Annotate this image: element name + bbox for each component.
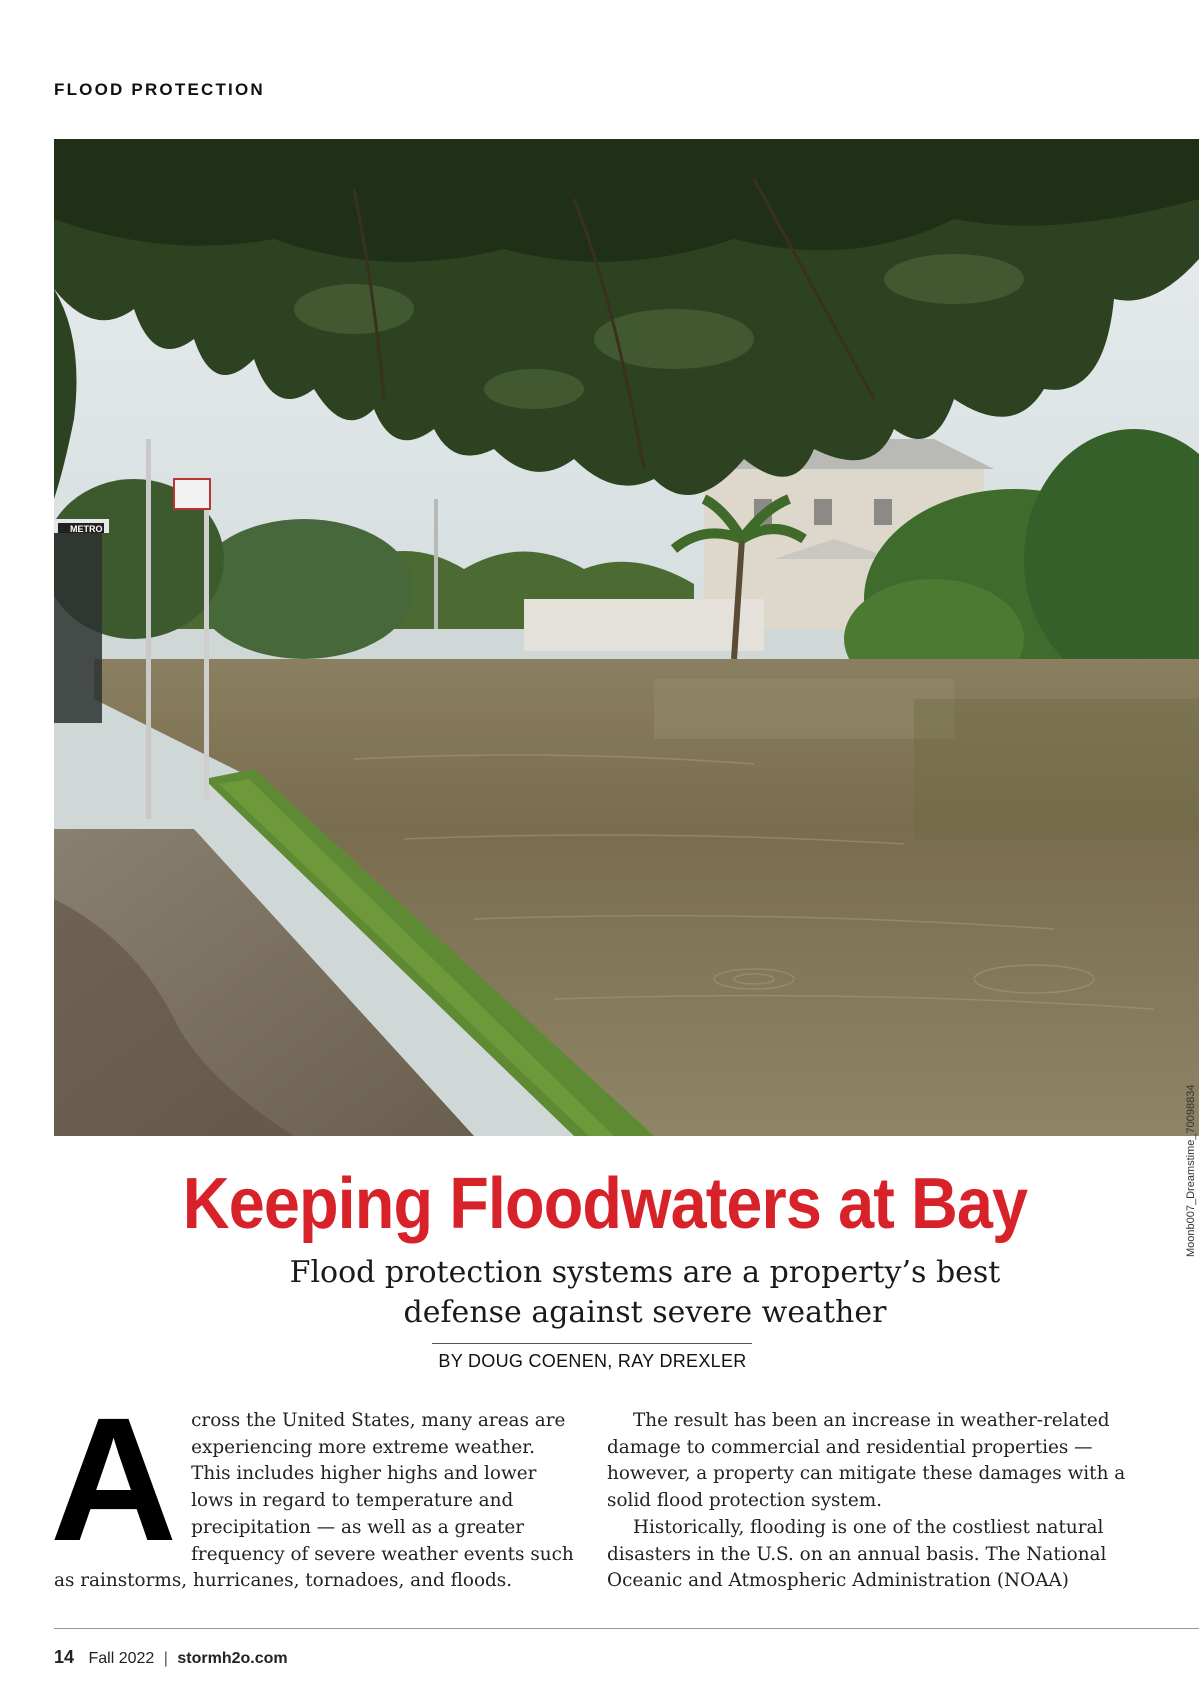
body-paragraph: cross the United States, many areas are experiencing more extreme weather. This includes higher highs and lower lows in regard to temperature and precipitation — as well as a greater frequency of severe weather events such as rainstorms, hurricanes, tornadoes, and floods. bbox=[54, 1410, 574, 1592]
bus-stop-sign: METRO bbox=[70, 524, 103, 534]
body-paragraph: Historically, flooding is one of the costliest natural disasters in the U.S. on an annual basis. The National Oceanic and Atmospheric Administration (NOAA) bbox=[607, 1516, 1107, 1592]
site-link[interactable]: stormh2o.com bbox=[177, 1650, 288, 1667]
flooded-street-illustration bbox=[54, 139, 1199, 1136]
footer-separator: | bbox=[163, 1650, 168, 1667]
article-headline bbox=[65, 1164, 1145, 1244]
byline-divider bbox=[432, 1343, 752, 1344]
body-paragraph: The result has been an increase in weather-related damage to commercial and residential properties — however, a property can mitigate these damages with a solid flood protection system. bbox=[607, 1410, 1126, 1512]
subhead-line-1: Flood protection systems are a property’s best bbox=[289, 1255, 1001, 1290]
drop-cap: A bbox=[50, 1382, 178, 1578]
subhead-line-2: defense against severe weather bbox=[403, 1295, 887, 1330]
hero-photo bbox=[54, 139, 1199, 1136]
footer-divider bbox=[54, 1628, 1199, 1629]
issue-label: Fall 2022 bbox=[88, 1650, 155, 1667]
body-column-right bbox=[607, 1408, 1137, 1595]
byline: BY DOUG COENEN, RAY DREXLER bbox=[438, 1351, 747, 1371]
section-label: FLOOD PROTECTION bbox=[54, 80, 265, 99]
headline-text: Keeping Floodwaters at Bay bbox=[182, 1164, 1028, 1244]
page-number: 14 bbox=[54, 1647, 75, 1667]
page-footer bbox=[54, 1647, 288, 1668]
body-column-left bbox=[50, 1382, 579, 1595]
photo-credit: Moonb007_Dreamstime_70098834 bbox=[1185, 1084, 1197, 1257]
article-subhead bbox=[220, 1253, 1070, 1333]
